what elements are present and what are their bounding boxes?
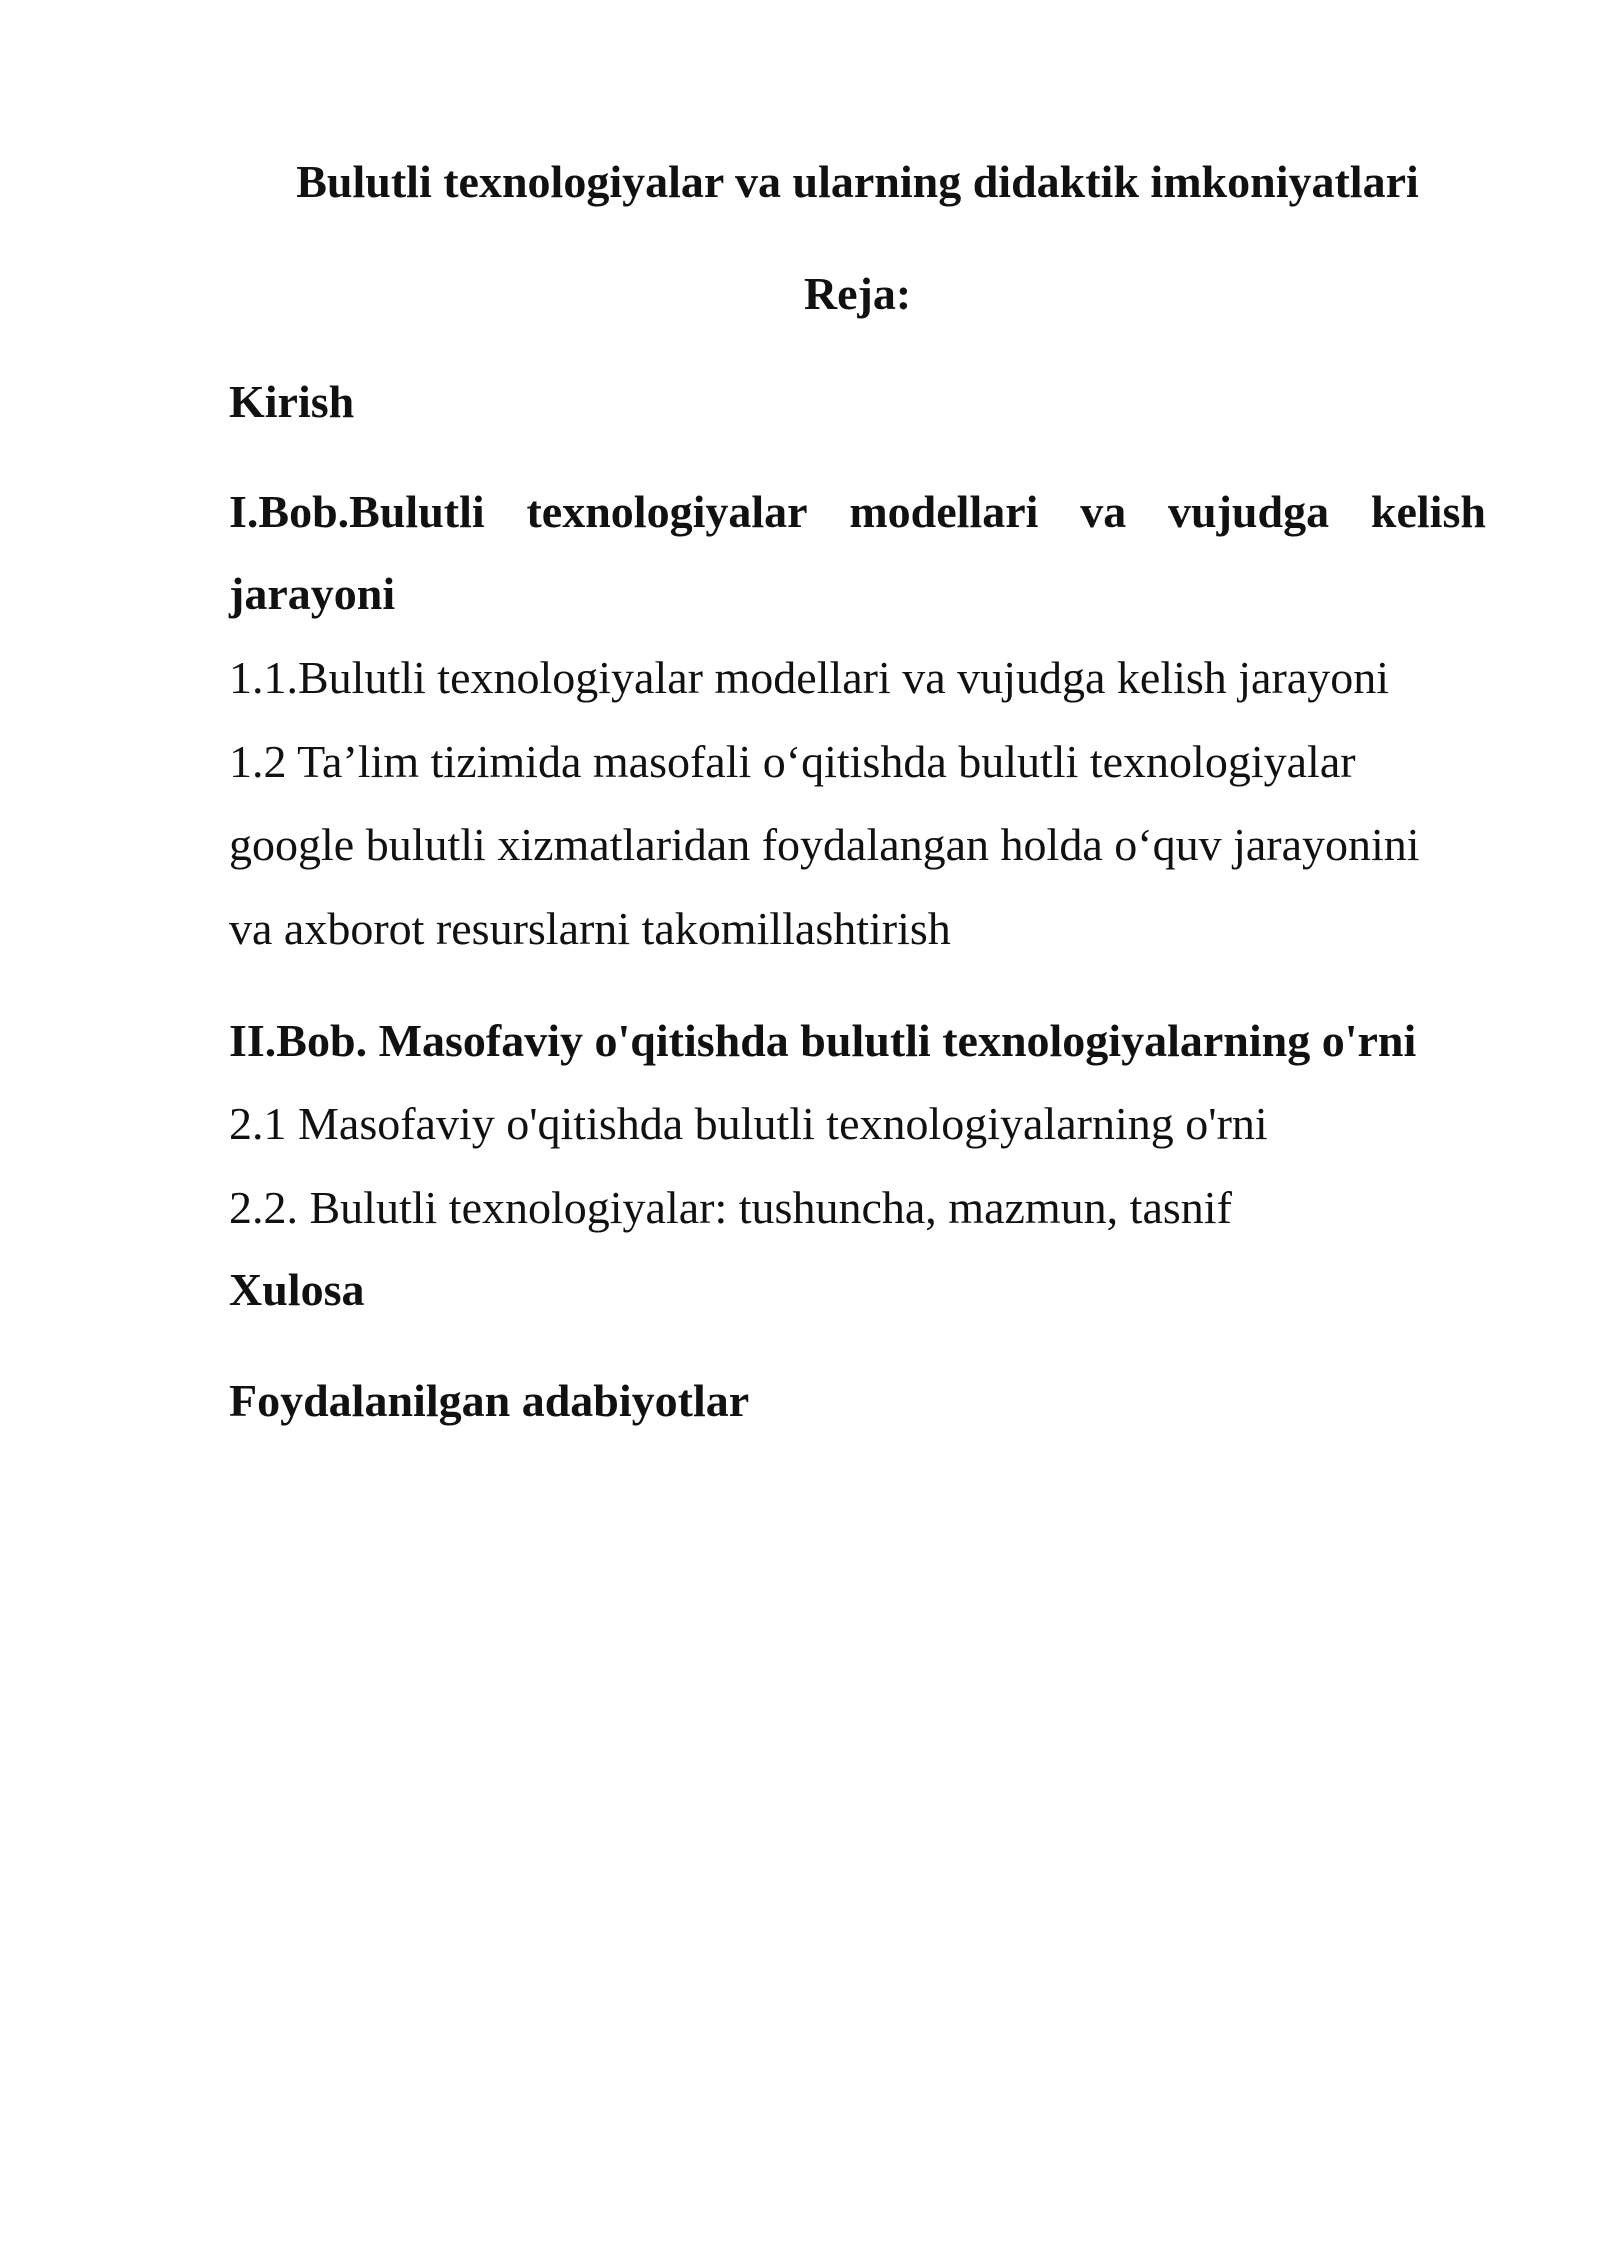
document-title: Bulutli texnologiyalar va ularning didaktik imkoniyatlari <box>296 156 1419 207</box>
section-2-1: 2.1 Masofaviy o'qitishda bulutli texnologiyalarning o'rni <box>229 1098 1268 1149</box>
chapter1-heading-word: modellari <box>849 486 1039 537</box>
section-1-2-line2: google bulutli xizmatlaridan foydalangan holda o‘quv jarayonini <box>229 819 1420 870</box>
chapter1-heading <box>229 484 1486 540</box>
chapter2-heading: II.Bob. Masofaviy o'qitishda bulutli texnologiyalarning o'rni <box>229 1015 1417 1066</box>
section-2-2: 2.2. Bulutli texnologiyalar: tushuncha, mazmun, tasnif <box>229 1182 1232 1233</box>
chapter1-heading-continuation: jarayoni <box>229 568 396 619</box>
chapter1-heading-word: texnologiyalar <box>526 486 808 537</box>
chapter1-heading-word: kelish <box>1370 486 1486 537</box>
section-1-1: 1.1.Bulutli texnologiyalar modellari va vujudga kelish jarayoni <box>229 652 1389 703</box>
chapter1-heading-word: I.Bob.Bulutli <box>229 486 485 537</box>
plan-heading: Reja: <box>803 268 912 319</box>
section-1-2: 1.2 Ta’lim tizimida masofali o‘qitishda bulutli texnologiyalar <box>229 736 1356 787</box>
references-heading: Foydalanilgan adabiyotlar <box>229 1375 750 1426</box>
chapter1-heading-word: vujudga <box>1168 486 1330 537</box>
conclusion-heading: Xulosa <box>229 1264 365 1315</box>
chapter1-heading-word: va <box>1080 486 1127 537</box>
section-1-2-line3: va axborot resurslarni takomillashtirish <box>229 903 951 954</box>
intro-heading: Kirish <box>229 376 355 427</box>
